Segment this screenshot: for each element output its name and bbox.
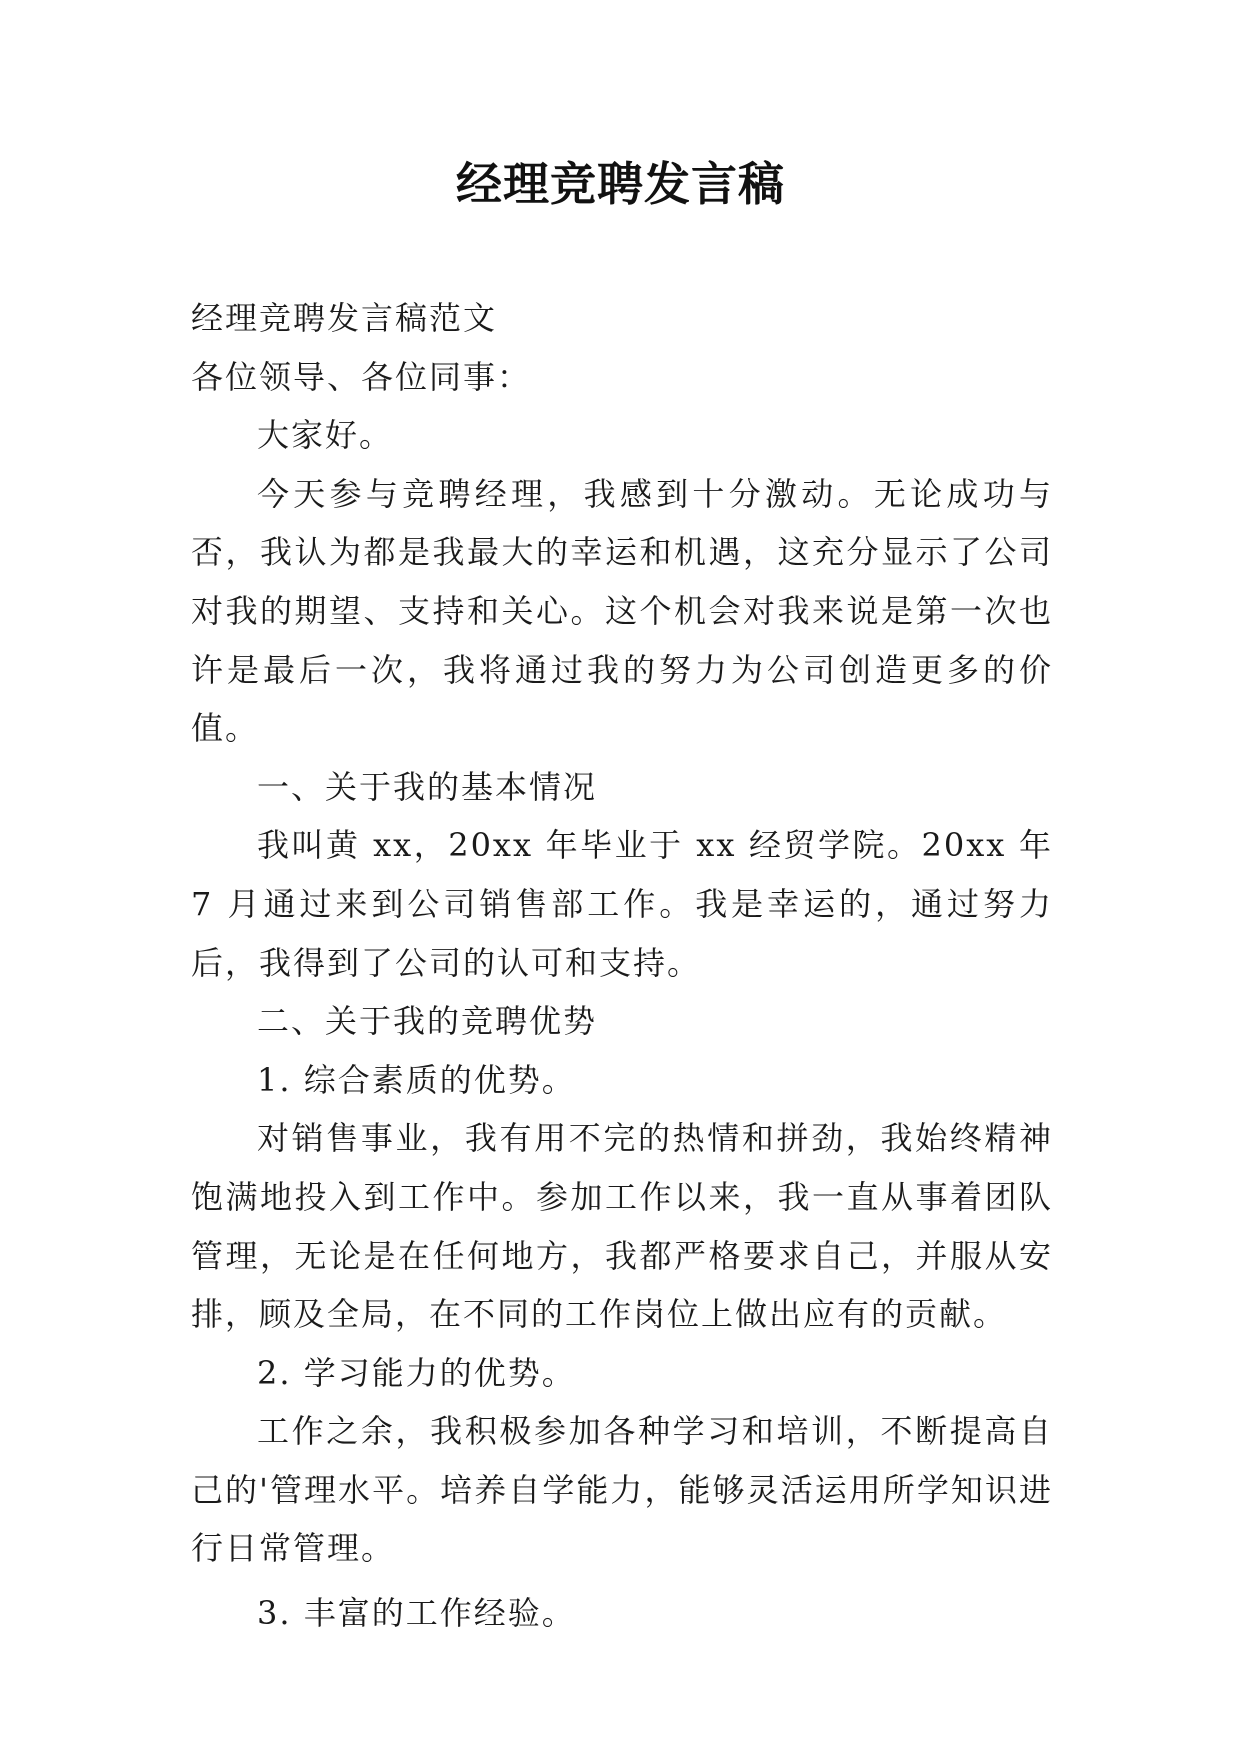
subheading-experience: 3. 丰富的工作经验。 xyxy=(257,1594,576,1633)
paragraph-quality: 对销售事业，我有用不完的热情和拼劲，我始终精神饱满地投入到工作中。参加工作以来，我一直从事着团队管理，无论是在任何地方，我都严格要求自己，并服从安排，顾及全局，在不同的工作岗位上做出应有的贡献。 xyxy=(191,1119,1053,1334)
paragraph-intro: 今天参与竞聘经理，我感到十分激动。无论成功与否，我认为都是我最大的幸运和机遇，这充分显示了公司对我的期望、支持和关心。这个机会对我来说是第一次也许是最后一次，我将通过我的努力为公司创造更多的价值。 xyxy=(191,474,1053,748)
subheading-learning: 2. 学习能力的优势。 xyxy=(257,1353,576,1392)
paragraph-subtitle: 经理竞聘发言稿范文 xyxy=(191,299,498,337)
paragraph-learning: 工作之余，我积极参加各种学习和培训，不断提高自己的'管理水平。培养自学能力，能够灵活运用所学知识进行日常管理。 xyxy=(191,1412,1053,1568)
paragraph-salutation: 各位领导、各位同事： xyxy=(191,357,532,396)
section-heading-basic-info: 一、关于我的基本情况 xyxy=(257,767,598,806)
paragraph-basic-info: 我叫黄 xx，20xx 年毕业于 xx 经贸学院。20xx 年 7 月通过来到公司销售部工作。我是幸运的，通过努力后，我得到了公司的认可和支持。 xyxy=(191,826,1053,982)
document-body xyxy=(191,289,1053,1643)
document-title: 经理竞聘发言稿 xyxy=(456,157,785,211)
subheading-quality: 1. 综合素质的优势。 xyxy=(257,1060,576,1099)
paragraph-greeting: 大家好。 xyxy=(257,416,394,455)
section-heading-advantages: 二、关于我的竞聘优势 xyxy=(257,1002,598,1041)
